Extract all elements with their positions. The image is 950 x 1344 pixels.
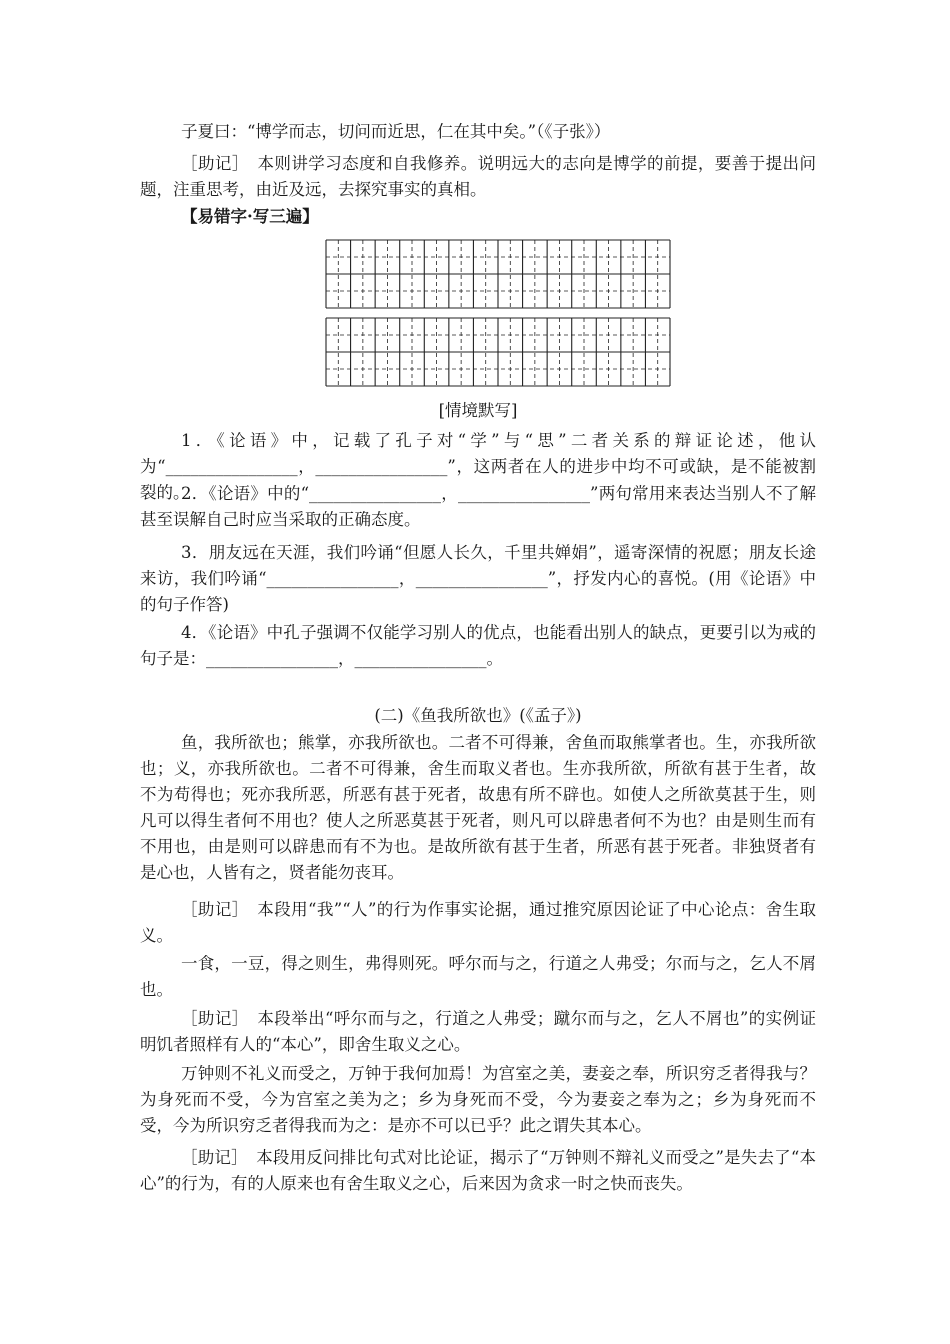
heading-typos: 【易错字·写三遍】 [181,207,319,226]
question-1: 1．《论语》中，记载了孔子对“学”与“思”二者关系的辩证论述，他认为“________________，________________”，这两者在人的进步中均不可或缺，是不能被割裂的。 [140,431,816,502]
tianzige-grid [325,239,671,309]
practice-grid-top [325,239,671,309]
question-2: 2．《论语》中的“________________，________________”两句常用来表达当别人不了解甚至误解自己时应当采取的正确态度。 [140,484,816,529]
section-title: (二)《鱼我所欲也》(《孟子》) [374,706,582,725]
passage-paragraph-3: 万钟则不礼义而受之，万钟于我何加焉！为宫室之美，妻妾之奉，所识穷乏者得我与？为身死而不受，今为宫室之美为之；乡为身死而不受，今为妻妾之奉为之；乡为身死而不受，今为所识穷乏者得我而为之：是亦不可以已乎？此之谓失其本心。 [140,1064,816,1135]
note-paragraph-3: ［助记］ 本段用反问排比句式对比论证，揭示了“万钟则不辩礼义而受之”是失去了“本心”的行为，有的人原来也有舍生取义之心，后来因为贪求一时之快而丧失。 [140,1148,816,1193]
question-3: 3．朋友远在天涯，我们吟诵“但愿人长久，千里共婵娟”，遥寄深情的祝愿；朋友长途来访，我们吟诵“________________，________________”，抒发内心的喜悦。(用《论语》中的句子作答) [140,543,816,614]
tianzige-grid [325,317,671,387]
practice-grid-bottom [325,317,671,387]
question-4: 4．《论语》中孔子强调不仅能学习别人的优点，也能看出别人的缺点，更要引以为戒的句子是：________________，________________。 [140,623,816,668]
note-paragraph-2: ［助记］ 本段举出“呼尔而与之，行道之人弗受；蹴尔而与之，乞人不屑也”的实例证明饥者照样有人的“本心”，即舍生取义之心。 [140,1009,816,1054]
quote-zixia: 子夏曰：“博学而志，切问而近思，仁在其中矣。”（《子张》） [181,122,611,141]
note-paragraph-1: ［助记］ 本段用“我”“人”的行为作事实论据，通过推究原因论证了中心论点：舍生取义。 [140,900,816,945]
heading-dictation: [情境默写] [438,401,518,420]
note-zixia: ［助记］ 本则讲学习态度和自我修养。说明远大的志向是博学的前提，要善于提出问题，注重思考，由近及远，去探究事实的真相。 [140,154,816,199]
passage-paragraph-2: 一食，一豆，得之则生，弗得则死。呼尔而与之，行道之人弗受；尔而与之，乞人不屑也。 [140,954,816,999]
passage-paragraph-1: 鱼，我所欲也；熊掌，亦我所欲也。二者不可得兼，舍鱼而取熊掌者也。生，亦我所欲也；义，亦我所欲也。二者不可得兼，舍生而取义者也。生亦我所欲，所欲有甚于生者，故不为苟得也；死亦我所恶，所恶有甚于死者，故患有所不辟也。如使人之所欲莫甚于生，则凡可以得生者何不用也？使人之所恶莫甚于死者，则凡可以辟患者何不为也？由是则生而有不用也，由是则可以辟患而有不为也。是故所欲有甚于生者，所恶有甚于死者。非独贤者有是心也，人皆有之，贤者能勿丧耳。 [140,733,816,882]
